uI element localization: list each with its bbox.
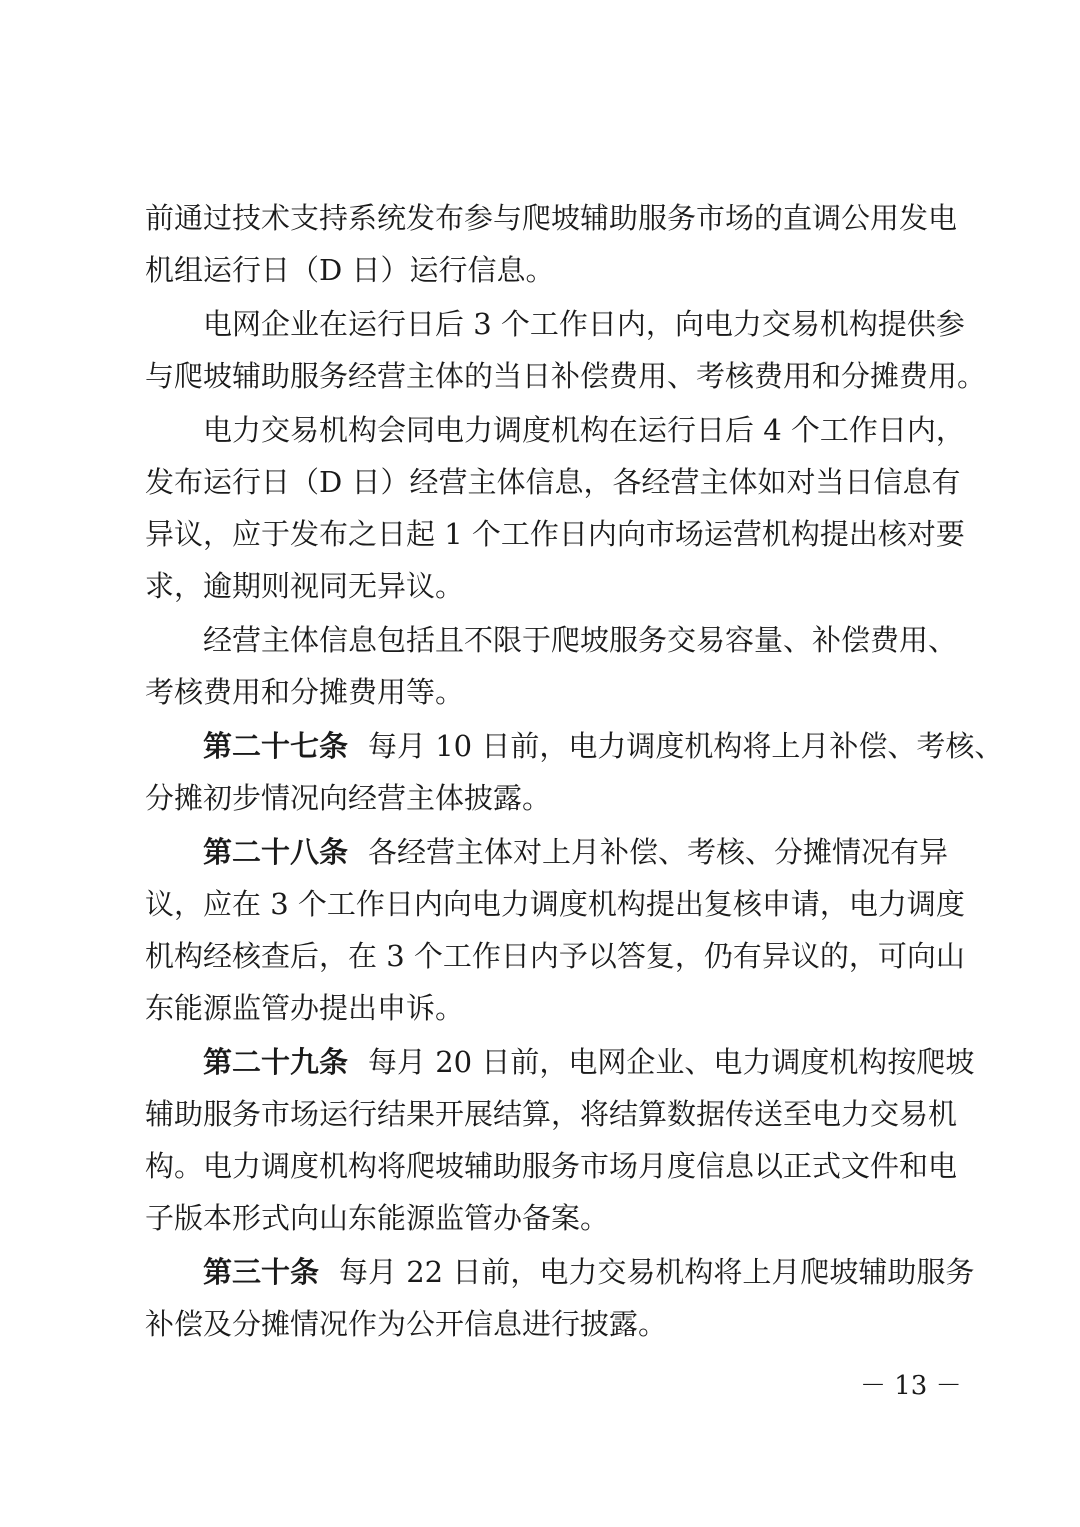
text-line: 构。电力调度机构将爬坡辅助服务市场月度信息以正式文件和电 — [145, 1149, 958, 1183]
text-line: 发布运行日（D 日）经营主体信息，各经营主体如对当日信息有 — [145, 465, 961, 499]
article-28-text: 各经营主体对上月补偿、考核、分摊情况有异 — [368, 835, 949, 869]
text-line: 与爬坡辅助服务经营主体的当日补偿费用、考核费用和分摊费用。 — [145, 359, 987, 393]
article-29-text: 每月 20 日前，电网企业、电力调度机构按爬坡 — [368, 1045, 975, 1079]
article-27-label: 第二十七条 — [203, 729, 349, 763]
article-29-label: 第二十九条 — [203, 1045, 349, 1079]
text-line: 机组运行日（D 日）运行信息。 — [145, 253, 555, 287]
text-line: 辅助服务市场运行结果开展结算，将结算数据传送至电力交易机 — [145, 1097, 958, 1131]
text-line: 前通过技术支持系统发布参与爬坡辅助服务市场的直调公用发电 — [145, 201, 958, 235]
text-line: 电网企业在运行日后 3 个工作日内，向电力交易机构提供参 — [203, 307, 965, 341]
text-line: 补偿及分摊情况作为公开信息进行披露。 — [145, 1307, 668, 1341]
article-30-line — [203, 1246, 975, 1298]
text-line: 分摊初步情况向经营主体披露。 — [145, 781, 552, 815]
text-line: 东能源监管办提出申诉。 — [145, 991, 465, 1025]
text-line: 异议，应于发布之日起 1 个工作日内向市场运营机构提出核对要 — [145, 517, 965, 551]
article-28-label: 第二十八条 — [203, 835, 349, 869]
article-30-text: 每月 22 日前，电力交易机构将上月爬坡辅助服务 — [339, 1255, 975, 1289]
page-number: － 13 － — [860, 1371, 962, 1401]
text-line: 求，逾期则视同无异议。 — [145, 569, 465, 603]
text-line: 考核费用和分摊费用等。 — [145, 675, 465, 709]
text-line: 子版本形式向山东能源监管办备案。 — [145, 1201, 610, 1235]
article-30-label: 第三十条 — [203, 1255, 320, 1289]
article-27-line — [203, 720, 1004, 772]
text-line: 经营主体信息包括且不限于爬坡服务交易容量、补偿费用、 — [203, 623, 958, 657]
text-line: 机构经核查后，在 3 个工作日内予以答复，仍有异议的，可向山 — [145, 939, 965, 973]
article-29-line — [203, 1036, 975, 1088]
article-27-text: 每月 10 日前，电力调度机构将上月补偿、考核、 — [368, 729, 1004, 763]
text-line: 议，应在 3 个工作日内向电力调度机构提出复核申请，电力调度 — [145, 887, 965, 921]
article-28-line — [203, 826, 949, 878]
text-line: 电力交易机构会同电力调度机构在运行日后 4 个工作日内， — [203, 413, 965, 447]
